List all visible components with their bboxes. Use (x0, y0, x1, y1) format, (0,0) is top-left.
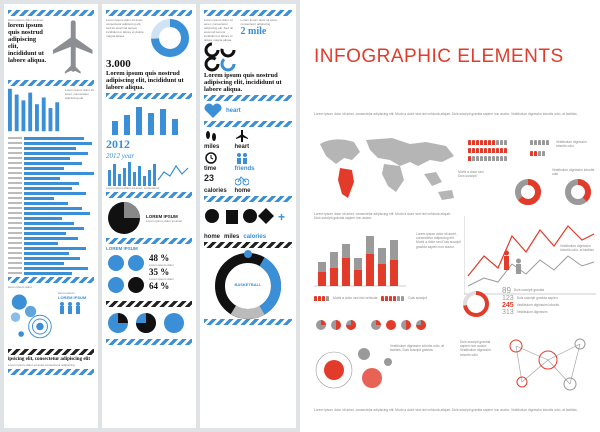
infographic-title: INFOGRAPHIC ELEMENTS (314, 46, 564, 67)
year-label: 2012 year (106, 152, 135, 160)
pie-dark-icon (106, 200, 142, 236)
donuts-row (514, 172, 600, 212)
percent-64: 64 % (149, 281, 170, 291)
network-diagram (500, 330, 596, 394)
intro-text: Lorem ipsum dolor sit amet, consectetur adipiscing elit. Morbi a dolor sed nisl vehicula aliquet. Duis suscipit gravida sapien non auctor. Vestibulum dignissim lobortis odio, at facilisis. (314, 112, 578, 116)
number-3000: 3.000 (106, 58, 131, 70)
bicycle-icon (235, 173, 249, 187)
icon-row (204, 204, 292, 234)
bubble-diagram (314, 340, 396, 400)
num-245: 245 (502, 302, 514, 309)
bottom-text-col1: ipsicing elit, consectetur adipiscing elit (8, 357, 90, 362)
bubbles-icon (8, 291, 55, 347)
heart-label: heart (226, 108, 241, 114)
clock-icon (204, 151, 218, 165)
column-chart-icon (106, 160, 190, 186)
time-label: time (204, 166, 217, 172)
heading-col1: lorem ipsum quis nostrud adipiscing elit, incididunt ut labore aliqua. (8, 22, 47, 64)
num-123: 123 (502, 295, 514, 302)
friends-icon (235, 151, 249, 165)
donut-icon (150, 18, 190, 58)
circle-icons (106, 253, 146, 299)
mile-label: 2 mile (240, 26, 267, 37)
stacked-bar-chart (314, 228, 406, 288)
people-icon (58, 300, 94, 320)
stacked-bars-icon (8, 88, 62, 132)
column-1: lorem ipsum dolor sit amet lorem ipsum quis nostrud adipiscing elit, incididunt ut labore aliqua. Lorem ipsum dolor sit amet, consectetur adipiscing elit. lorem ipsum dolor lorem ipsum LOREM IPSUM ipsicing elit, consectetur adipiscing elit Lorem ipsum dolor sit amet consectetur adipiscing (4, 4, 98, 428)
percent-35: 35 % (149, 267, 170, 277)
home-label: home (234, 188, 251, 194)
lorem-ipsum-title: LOREM IPSUM (146, 213, 178, 219)
world-map (314, 134, 464, 210)
heart2-label: heart (234, 144, 250, 150)
lorem-ipsum-label: LOREM IPSUM (58, 295, 87, 300)
num-313: 313 (502, 309, 514, 316)
donut-label: Morbi a dolor sed Duis suscipit (458, 170, 484, 179)
gauge-icon (462, 290, 490, 318)
percent-48: 48 % (149, 253, 170, 263)
home2-label: home (204, 234, 221, 240)
stripe-header (8, 10, 94, 16)
pie-row (314, 318, 454, 332)
svg-text:+: + (278, 210, 286, 224)
glasses-chart-icon (106, 101, 190, 137)
horizontal-bars (8, 136, 94, 275)
calories-label: calories (204, 188, 227, 194)
people-grid (468, 140, 518, 161)
heading-col3: Lorem ipsum quis nostrud adipiscing elit, incididunt ut labore aliqua. (204, 72, 282, 93)
arc-icons (204, 42, 248, 72)
airplane-icon (51, 18, 94, 78)
plane-small-icon (235, 129, 249, 143)
lorem-ipsum-blue: LOREM IPSUM (106, 246, 138, 251)
column-2: Lorem ipsum dolor sit amet, consectetur adipiscing elit, sed do eiusmod tempor incididunt ut labore et dolore magna aliqua. 3.000 Lorem ipsum quis nostrud adipiscing elit, incididunt ut labore aliqua. 2012 2012 year Lorem ipsum dolor sit amet, consectetur LOREM IPSUM Lorem ipsum dolor sit amet LOREM IPSUM 48 % Lorem ipsum dolor 35 % Lorem ipsum dolor 64 % (102, 4, 196, 428)
heart-icon (204, 103, 222, 119)
people-row: Morbi a dolor sed nisl vehicula Duis suscipit (314, 296, 454, 305)
miles2-label: miles (224, 234, 240, 240)
calories2-label: calories (243, 234, 267, 240)
line-chart (464, 216, 596, 296)
basketball-label: BASKETBALL (234, 282, 262, 287)
numbers-list: 89 Duis suscipit gravida 123 Duis suscipit gravida sapien 245 Vestibulum dignissim lobortis 313 Vestibulum dignissim (462, 286, 596, 316)
column-3: Lorem ipsum dolor sit amet, consectetur adipiscing elit. Sed do eiusmod tempor incididunt ut labore et dolore magna aliqua. Lorem ipsum dolor sit amet, consectetur adipiscing 2 mile Lorem ipsum quis nostrud adipiscing elit, incididunt ut labore aliqua. heart miles heart time friends 23 calories home + home miles calories BASKETBALL (200, 4, 296, 428)
number-23: 23 (204, 173, 215, 183)
friends-label: friends (234, 166, 255, 172)
pie-row-icon (106, 309, 190, 337)
num-89: 89 (502, 286, 511, 295)
right-spread: INFOGRAPHIC ELEMENTS Lorem ipsum dolor sit amet, consectetur adipiscing elit. Morbi a dolor sed nisl vehicula aliquet. Duis suscipit gravida sapien non auctor. Vestibulum dignissim lobortis odio, at facilisis. Vestibulum dignissim lobortis odio Morbi a dolor sed Duis suscipit Vestibulum dignissim lobortis odio Lorem ipsum dolor sit amet, consectetur adipiscing elit. Morbi a dolor sed nisl vehicula aliquet. Duis suscipit gravida sapien non auctor. Lorem ipsum dolor sit amet, consectetur adipiscing elit. Morbi a dolor sed Duis suscipit gravida sapien non auctor. Vestibulum dignissim lobortis odio, at facilisis Morbi a dolor sed nisl vehicula Duis suscipit 89 Duis suscipit gravida 123 Duis suscipit gravida sapien 245 Vestibulum dignissim lobortis 313 Vestibulum dignissim Vestibulum dignissim lobortis odio, at facilisis, Duis suscipit gravida Duis suscipit gravida sapien non auctor. Vestibulum dignissim lobortis odio Lorem ipsum dolor sit amet, consectetur adipiscing elit. Morbi a dolor sed nisl vehicula aliquet. Duis suscipit gravida sapien non auctor. Vestibulum dignissim lobortis odio, at facilisis. (300, 0, 600, 432)
heading-col2: Lorem ipsum quis nostrud adipiscing elit, incididunt ut labore aliqua. (106, 70, 184, 91)
year-2012: 2012 (106, 137, 130, 151)
miles-label: miles (204, 144, 220, 150)
footprints-icon (204, 129, 218, 143)
